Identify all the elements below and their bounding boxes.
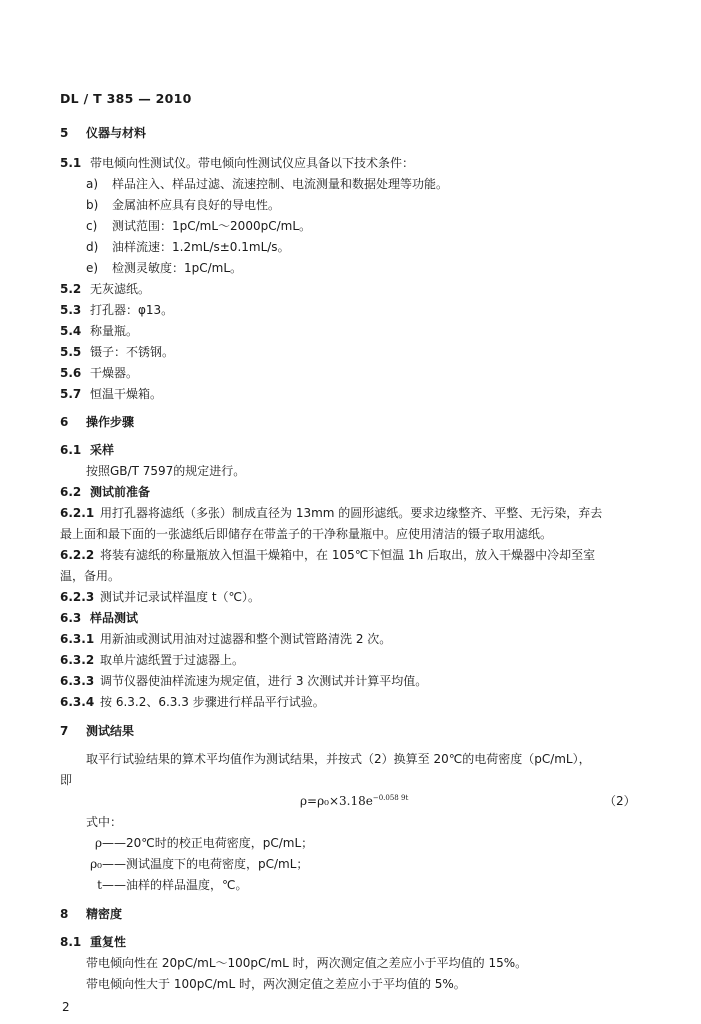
list-label: b) <box>86 198 99 212</box>
symbol: ρ <box>94 836 102 850</box>
clause-5-5 <box>60 345 174 360</box>
list-text: 金属油杯应具有良好的导电性。 <box>112 198 281 212</box>
clause-5-2 <box>60 282 150 297</box>
section-title: 测试结果 <box>86 724 135 738</box>
formula-exponent: −0.058 9t <box>372 794 409 802</box>
clause-text: 按照GB/T 7597的规定进行。 <box>86 464 246 478</box>
clause-text: 带电倾向性测试仪。带电倾向性测试仪应具备以下技术条件： <box>90 156 415 170</box>
clause-number: 5.1 <box>60 156 82 170</box>
clause-text: 恒温干燥箱。 <box>90 387 163 401</box>
section-heading-6 <box>60 415 134 430</box>
clause-5-1 <box>60 156 414 171</box>
section-number: 8 <box>60 907 69 921</box>
formula <box>300 794 408 808</box>
clause-text: 无灰滤纸。 <box>90 282 151 296</box>
clause-text: 按 6.3.2、6.3.3 步骤进行样品平行试验。 <box>100 695 325 709</box>
paragraph: 取平行试验结果的算术平均值作为测试结果，并按式（2）换算至 20℃的电荷密度（pC/mL）， <box>86 752 591 766</box>
clause-number: 5.6 <box>60 366 82 380</box>
clause-number: 6.1 <box>60 443 82 457</box>
clause-number: 5.4 <box>60 324 82 338</box>
list-label: d) <box>86 240 99 254</box>
clause-5-7 <box>60 387 162 402</box>
clause-5-4 <box>60 324 138 339</box>
symbol-definition <box>88 857 308 872</box>
page-number: 2 <box>62 1000 70 1014</box>
clause-5-3 <box>60 303 173 318</box>
clause-text: 测试并记录试样温度 t（℃）。 <box>100 590 260 604</box>
list-text: 油样流速：1.2mL/s±0.1mL/s。 <box>112 240 290 254</box>
list-text: 样品注入、样品过滤、流速控制、电流测量和数据处理等功能。 <box>112 177 449 191</box>
section-title: 仪器与材料 <box>86 126 147 140</box>
clause-number: 6.2.1 <box>60 506 95 520</box>
formula-number: （2） <box>604 794 636 808</box>
definition-text: ——20℃时的校正电荷密度，pC/mL； <box>102 836 314 850</box>
clause-number: 6.3.1 <box>60 632 95 646</box>
list-text: 检测灵敏度：1pC/mL。 <box>112 261 243 275</box>
clause-6-3-1 <box>60 632 391 647</box>
section-title: 精密度 <box>86 907 123 921</box>
section-heading-5 <box>60 126 146 141</box>
clause-text: 调节仪器使油样流速为规定值，进行 3 次测试并计算平均值。 <box>100 674 428 688</box>
section-title: 操作步骤 <box>86 415 135 429</box>
definition-text: ——油样的样品温度，℃。 <box>102 878 248 892</box>
list-label: e) <box>86 261 99 275</box>
symbol: ρ₀ <box>90 857 102 871</box>
list-label: a) <box>86 177 99 191</box>
clause-number: 5.3 <box>60 303 82 317</box>
clause-number: 6.3.4 <box>60 695 95 709</box>
clause-number: 5.7 <box>60 387 82 401</box>
list-item <box>86 177 448 192</box>
clause-number: 6.3.3 <box>60 674 95 688</box>
symbol: t <box>97 878 102 892</box>
clause-number: 8.1 <box>60 935 82 949</box>
clause-text: 取单片滤纸置于过滤器上。 <box>100 653 245 667</box>
clause-6-3 <box>60 611 138 626</box>
section-number: 6 <box>60 415 69 429</box>
list-item <box>86 198 280 213</box>
clause-text-continued: 最上面和最下面的一张滤纸后即储存在带盖子的干净称量瓶中。应使用清洁的镊子取用滤纸。 <box>60 527 553 541</box>
clause-text: 将装有滤纸的称量瓶放入恒温干燥箱中，在 105℃下恒温 1h 后取出，放入干燥器中冷却至室 <box>100 548 596 562</box>
clause-text: 用打孔器将滤纸（多张）制成直径为 13mm 的圆形滤纸。要求边缘整齐、平整、无污染，弃去 <box>100 506 603 520</box>
section-heading-8 <box>60 907 122 922</box>
paragraph: 带电倾向性在 20pC/mL～100pC/mL 时，两次测定值之差应小于平均值的 15%。 <box>86 956 528 970</box>
clause-number: 6.2 <box>60 485 82 499</box>
clause-number: 6.3.2 <box>60 653 95 667</box>
clause-number: 5.5 <box>60 345 82 359</box>
symbol-definition <box>88 836 313 851</box>
symbol-definition <box>88 878 247 893</box>
clause-text: 镊子：不锈钢。 <box>90 345 175 359</box>
paragraph: 带电倾向性大于 100pC/mL 时，两次测定值之差应小于平均值的 5%。 <box>86 977 466 991</box>
clause-title: 测试前准备 <box>90 485 151 499</box>
clause-6-3-2 <box>60 653 244 668</box>
clause-number: 6.2.2 <box>60 548 95 562</box>
section-number: 7 <box>60 724 69 738</box>
clause-6-3-4 <box>60 695 325 710</box>
clause-text: 称量瓶。 <box>90 324 139 338</box>
section-number: 5 <box>60 126 69 140</box>
standard-number: DL / T 385 — 2010 <box>60 91 192 106</box>
definition-text: ——测试温度下的电荷密度，pC/mL； <box>102 857 309 871</box>
clause-6-2-1 <box>60 506 602 521</box>
section-heading-7 <box>60 724 134 739</box>
clause-6-2 <box>60 485 150 500</box>
list-label: c) <box>86 219 98 233</box>
clause-6-2-3 <box>60 590 260 605</box>
clause-text-continued: 温，备用。 <box>60 569 121 583</box>
clause-text: 打孔器：φ13。 <box>90 303 174 317</box>
clause-5-6 <box>60 366 138 381</box>
list-text: 测试范围：1pC/mL～2000pC/mL。 <box>112 219 312 233</box>
clause-number: 6.2.3 <box>60 590 95 604</box>
clause-title: 样品测试 <box>90 611 139 625</box>
clause-6-3-3 <box>60 674 427 689</box>
paragraph-continued: 即 <box>60 773 73 787</box>
clause-6-1 <box>60 443 114 458</box>
clause-text: 干燥器。 <box>90 366 139 380</box>
clause-title: 采样 <box>90 443 115 457</box>
formula-expression: ρ=ρ₀×3.18e <box>300 794 373 808</box>
clause-text: 用新油或测试用油对过滤器和整个测试管路清洗 2 次。 <box>100 632 392 646</box>
clause-title: 重复性 <box>90 935 127 949</box>
clause-6-2-2 <box>60 548 595 563</box>
where-label: 式中： <box>86 815 123 829</box>
list-item <box>86 240 290 255</box>
list-item <box>86 219 311 234</box>
clause-8-1 <box>60 935 126 950</box>
list-item <box>86 261 242 276</box>
clause-number: 6.3 <box>60 611 82 625</box>
clause-number: 5.2 <box>60 282 82 296</box>
